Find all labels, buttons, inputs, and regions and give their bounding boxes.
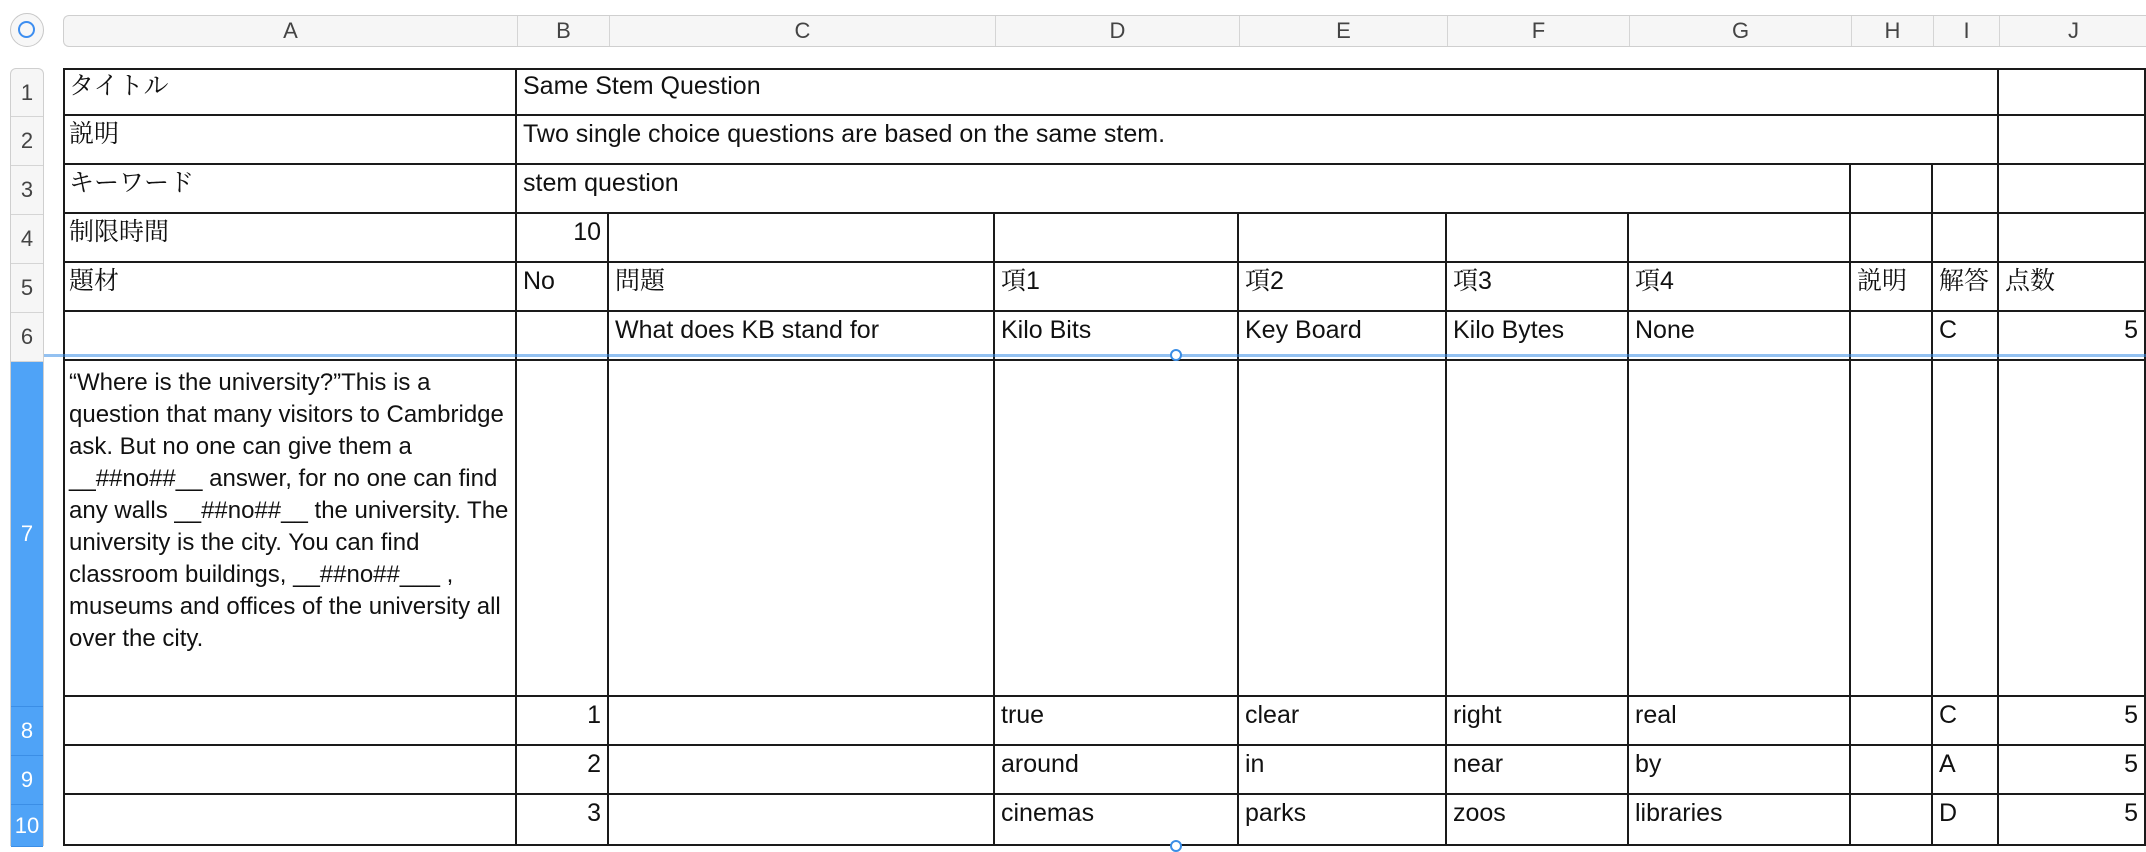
cell-j6[interactable]: 5 [1999, 312, 2146, 361]
cell-d7[interactable] [995, 361, 1239, 697]
cell-c8[interactable] [609, 697, 995, 746]
cell-j10[interactable]: 5 [1999, 795, 2146, 846]
column-header-i[interactable]: I [1934, 16, 2000, 46]
cell-i7[interactable] [1933, 361, 1999, 697]
cell-h7[interactable] [1851, 361, 1933, 697]
cell-f7[interactable] [1447, 361, 1629, 697]
row-header-1[interactable]: 1 [11, 69, 43, 117]
cell-a1[interactable]: タイトル [63, 68, 517, 116]
row-header-3[interactable]: 3 [11, 166, 43, 215]
cell-i8[interactable]: C [1933, 697, 1999, 746]
cell-e6[interactable]: Key Board [1239, 312, 1447, 361]
cell-i3[interactable] [1933, 165, 1999, 214]
row-header-10[interactable]: 10 [11, 805, 43, 847]
cell-f4[interactable] [1447, 214, 1629, 263]
cell-i10[interactable]: D [1933, 795, 1999, 846]
cell-h5[interactable]: 説明 [1851, 263, 1933, 312]
cell-b9[interactable]: 2 [517, 746, 609, 795]
cell-a2[interactable]: 説明 [63, 116, 517, 165]
column-header-f[interactable]: F [1448, 16, 1630, 46]
cell-g6[interactable]: None [1629, 312, 1851, 361]
selection-handle-bottom[interactable] [1170, 840, 1182, 852]
cell-e10[interactable]: parks [1239, 795, 1447, 846]
cell-g10[interactable]: libraries [1629, 795, 1851, 846]
cell-j1[interactable] [1999, 68, 2146, 116]
cell-g5[interactable]: 項4 [1629, 263, 1851, 312]
cell-a7-passage[interactable]: “Where is the university?”This is a question that many visitors to Cambridge ask. But no one can give them a __##no##__ answer, for no one can find any walls __##no##__ the university. The university is the city. You can find classroom buildings, __##no##___ , museums and offices of the university all over the city. [63, 361, 517, 697]
cell-j7[interactable] [1999, 361, 2146, 697]
cell-g7[interactable] [1629, 361, 1851, 697]
cell-j4[interactable] [1999, 214, 2146, 263]
cell-f10[interactable]: zoos [1447, 795, 1629, 846]
row-header-6[interactable]: 6 [11, 313, 43, 362]
cell-a5[interactable]: 題材 [63, 263, 517, 312]
cell-c5[interactable]: 問題 [609, 263, 995, 312]
row-header-8[interactable]: 8 [11, 707, 43, 756]
cell-a3[interactable]: キーワード [63, 165, 517, 214]
cell-f9[interactable]: near [1447, 746, 1629, 795]
cell-c4[interactable] [609, 214, 995, 263]
cell-i4[interactable] [1933, 214, 1999, 263]
cell-d9[interactable]: around [995, 746, 1239, 795]
cell-b5[interactable]: No [517, 263, 609, 312]
cell-g8[interactable]: real [1629, 697, 1851, 746]
cell-f6[interactable]: Kilo Bytes [1447, 312, 1629, 361]
cell-g4[interactable] [1629, 214, 1851, 263]
cell-j2[interactable] [1999, 116, 2146, 165]
cell-c7[interactable] [609, 361, 995, 697]
column-header-c[interactable]: C [610, 16, 996, 46]
cell-e9[interactable]: in [1239, 746, 1447, 795]
row-header-2[interactable]: 2 [11, 117, 43, 166]
row-header-5[interactable]: 5 [11, 264, 43, 313]
cell-h10[interactable] [1851, 795, 1933, 846]
cell-a9[interactable] [63, 746, 517, 795]
cell-h8[interactable] [1851, 697, 1933, 746]
cell-i6[interactable]: C [1933, 312, 1999, 361]
cell-a8[interactable] [63, 697, 517, 746]
cell-e8[interactable]: clear [1239, 697, 1447, 746]
column-header-bar [63, 15, 2146, 47]
cell-h3[interactable] [1851, 165, 1933, 214]
cell-b2-merged[interactable]: Two single choice questions are based on the same stem. [517, 116, 1999, 165]
selection-edge-line [44, 354, 2146, 357]
cell-d6[interactable]: Kilo Bits [995, 312, 1239, 361]
cell-h9[interactable] [1851, 746, 1933, 795]
cell-d10[interactable]: cinemas [995, 795, 1239, 846]
row-header-bar [10, 68, 44, 846]
cell-c10[interactable] [609, 795, 995, 846]
column-header-e[interactable]: E [1240, 16, 1448, 46]
cell-d4[interactable] [995, 214, 1239, 263]
cell-d5[interactable]: 項1 [995, 263, 1239, 312]
row-header-7-selected[interactable]: 7 [11, 362, 43, 707]
cell-f5[interactable]: 項3 [1447, 263, 1629, 312]
cell-c6[interactable]: What does KB stand for [609, 312, 995, 361]
selection-handle-top[interactable] [1170, 349, 1182, 361]
cell-a10[interactable] [63, 795, 517, 846]
cell-c9[interactable] [609, 746, 995, 795]
select-all-button[interactable] [10, 13, 44, 47]
cell-j5[interactable]: 点数 [1999, 263, 2146, 312]
column-header-a[interactable]: A [64, 16, 518, 46]
cell-b7[interactable] [517, 361, 609, 697]
column-header-b[interactable]: B [518, 16, 610, 46]
select-all-circle-icon [18, 21, 35, 38]
cell-f8[interactable]: right [1447, 697, 1629, 746]
column-header-g[interactable]: G [1630, 16, 1852, 46]
cell-j8[interactable]: 5 [1999, 697, 2146, 746]
cell-b8[interactable]: 1 [517, 697, 609, 746]
column-header-h[interactable]: H [1852, 16, 1934, 46]
cell-i5[interactable]: 解答 [1933, 263, 1999, 312]
cell-e4[interactable] [1239, 214, 1447, 263]
cell-b3-merged[interactable]: stem question [517, 165, 1851, 214]
cell-j9[interactable]: 5 [1999, 746, 2146, 795]
row-header-9[interactable]: 9 [11, 756, 43, 805]
row-header-4[interactable]: 4 [11, 215, 43, 264]
cell-b4[interactable]: 10 [517, 214, 609, 263]
column-header-d[interactable]: D [996, 16, 1240, 46]
cell-i9[interactable]: A [1933, 746, 1999, 795]
column-header-j[interactable]: J [2068, 18, 2079, 43]
cell-e5[interactable]: 項2 [1239, 263, 1447, 312]
cell-e7[interactable] [1239, 361, 1447, 697]
cell-d8[interactable]: true [995, 697, 1239, 746]
cell-a4[interactable]: 制限時間 [63, 214, 517, 263]
cell-g9[interactable]: by [1629, 746, 1851, 795]
cell-j3[interactable] [1999, 165, 2146, 214]
cell-h4[interactable] [1851, 214, 1933, 263]
cell-b10[interactable]: 3 [517, 795, 609, 846]
cell-b1-merged[interactable]: Same Stem Question [517, 68, 1999, 116]
